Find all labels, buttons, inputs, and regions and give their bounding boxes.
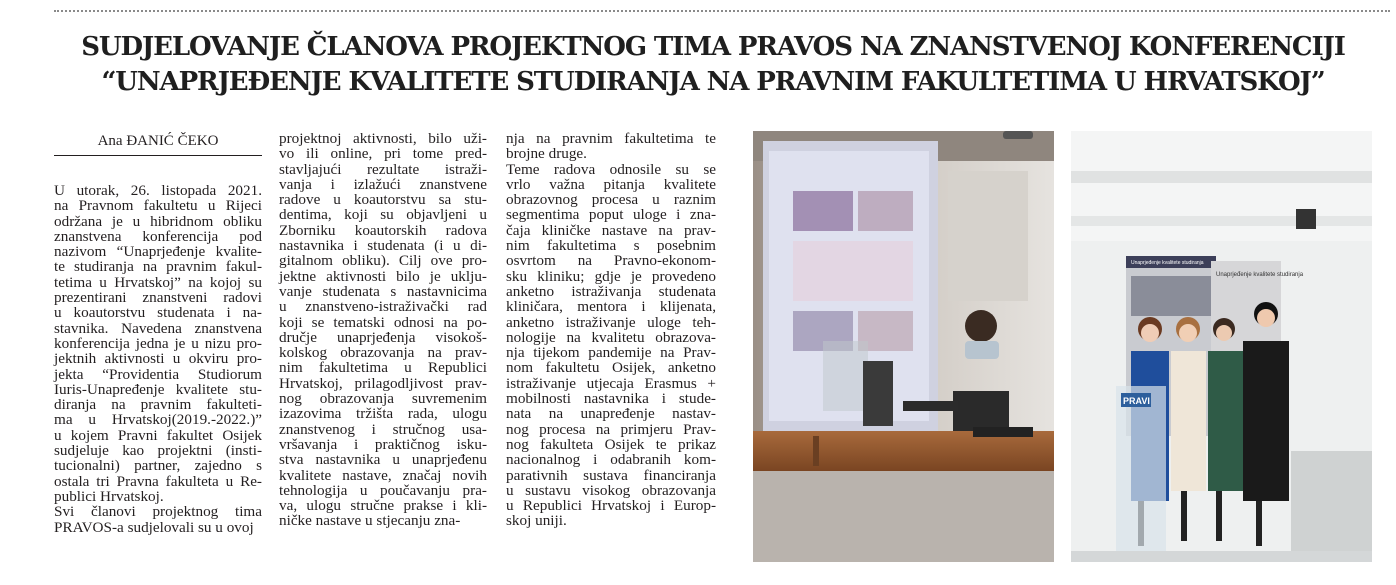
text-line: znanstvena konferencija pod xyxy=(54,227,262,245)
text-line: gitalnom obliku). Cilj ove pro- xyxy=(279,252,487,270)
text-column-2 xyxy=(279,131,487,529)
text-line: ničke nastave u stjecanju zna- xyxy=(279,512,461,530)
text-line: nastavnika i studenata (i u di- xyxy=(279,237,487,255)
text-line: Hrvatskoj, prilagodljivost prav- xyxy=(279,374,487,392)
text-line: va, ulogu stručne prakse i kli- xyxy=(279,497,487,515)
text-line: na Pravnom fakultetu u Rijeci xyxy=(54,197,262,215)
left-banner-text: Unaprjeđenje kvalitete studiranja xyxy=(1131,260,1204,266)
text-column-1 xyxy=(54,183,262,535)
text-line: diranja na pravnim fakulteti- xyxy=(54,396,262,414)
article-headline xyxy=(30,30,1396,100)
text-line: parativnih sustava financiranja xyxy=(506,466,716,484)
text-line: sku kliniku; gdje je provedeno xyxy=(506,267,716,285)
text-line: vo ili online, pri tome pred- xyxy=(279,145,487,163)
text-column-3 xyxy=(506,131,716,529)
text-line: jekta “Providentia Studiorum xyxy=(54,365,262,383)
text-line: publici Hrvatskoj. xyxy=(54,487,164,505)
text-line: nog fakulteta Osijek te prikaz xyxy=(506,435,716,453)
text-line: nja na pravnim fakultetima te xyxy=(506,130,716,147)
text-line: anketno istraživanje uloge teh- xyxy=(506,313,716,331)
text-line: održana je u hibridnom obliku xyxy=(54,212,262,230)
text-line: stavnika. Navedena znanstvena xyxy=(54,319,262,337)
photo-group-at-podium-drawing xyxy=(1071,131,1372,562)
text-line: jektnih aktivnosti u okviru pro- xyxy=(54,350,262,368)
text-line: vanje studenata s nastavnicima xyxy=(279,282,487,300)
text-line: nom fakultetu Osijek, anketno xyxy=(506,359,716,377)
text-line: nim fakultetima s posebnim xyxy=(506,237,716,255)
text-line: istraživanje utjecaja Erasmus + xyxy=(506,374,716,392)
text-line: kliničara, mentora i klijenata, xyxy=(506,298,716,316)
text-line: znanstvenog i stručnog usa- xyxy=(279,420,487,438)
text-line: segmentima poput uloge i zna- xyxy=(506,206,716,224)
text-line: čaja kliničke nastave na prav- xyxy=(506,221,716,239)
text-line: nacionalnog i odabranih kom- xyxy=(506,451,716,469)
text-line: Teme radova odnosile su se xyxy=(506,160,716,178)
text-line: osvrtom na Pravno-ekonom- xyxy=(506,252,716,270)
text-line: nim fakultetima u Republici xyxy=(279,359,487,377)
text-line: tehnologija u poučavanju pra- xyxy=(279,481,487,499)
text-line: kvalitete nastave, značaj novih xyxy=(279,466,487,484)
text-line: nog procesa na primjeru Prav- xyxy=(506,420,716,438)
text-line: vanja i izlažući znanstvene xyxy=(279,175,487,193)
text-line: dručje unaprjeđenja visokoš- xyxy=(279,328,487,346)
text-line: jektne aktivnosti bilo je uklju- xyxy=(279,267,487,285)
headline-line-2: “UNAPRJEĐENJE KVALITETE STUDIRANJA NA PRAVNIM FAKULTETIMA U HRVATSKOJ” xyxy=(101,67,1325,97)
author-byline: Ana ĐANIĆ ČEKO xyxy=(97,133,219,149)
text-line: Svi članovi projektnog tima xyxy=(54,503,262,521)
text-line: Iuris-Unapređenje kvalitete stu- xyxy=(54,380,262,398)
text-line: ostala tri Pravna fakulteta u Re- xyxy=(54,472,262,490)
text-line: nazivom “Unaprjeđenje kvalite- xyxy=(54,243,262,261)
text-line: u kojem Pravni fakultet Osijek xyxy=(54,426,262,444)
photo-group-at-podium xyxy=(1071,131,1372,562)
right-banner-text: Unaprjeđenje kvalitete studiranja xyxy=(1216,272,1304,278)
top-dotted-rule xyxy=(54,10,1390,12)
text-line: ma u Hrvatskoj(2019.-2022.)” xyxy=(54,411,262,429)
text-line: U utorak, 26. listopada 2021. xyxy=(54,182,262,199)
text-line: Zborniku koautorskih radova xyxy=(279,221,487,239)
photo-conference-room xyxy=(753,131,1054,562)
text-line: konferencija jedna je u nizu pro- xyxy=(54,334,262,352)
text-line: skoj uniji. xyxy=(506,512,567,530)
text-line: nata na unapređenje nastav- xyxy=(506,405,716,423)
text-line: u Republici Hrvatskoj i Europ- xyxy=(506,497,716,515)
text-line: anketno istraživanja studenata xyxy=(506,282,716,300)
text-line: radove u koautorstvu sa stu- xyxy=(279,191,487,209)
photo-conference-room-drawing xyxy=(753,131,1054,562)
text-line: stavljajući rezultate istraži- xyxy=(279,160,487,178)
text-line: tetima u Hrvatskoj” na kojoj su xyxy=(54,273,262,291)
text-line: projektnoj aktivnosti, bilo uži- xyxy=(279,130,487,147)
text-line: u znanstveno-istraživački rad xyxy=(279,298,487,316)
text-line: u sustavu visokog obrazovanja xyxy=(506,481,716,499)
podium-logo-text: PRAVI xyxy=(1123,396,1150,406)
text-line: stva nastavnika u unaprjeđenu xyxy=(279,451,487,469)
text-line: vrlo važna pitanja kvalitete xyxy=(506,175,716,193)
text-line: prezentirani znanstveni radovi xyxy=(54,289,262,307)
text-line: izazovima tržišta rada, ulogu xyxy=(279,405,487,423)
text-line: nja tijekom pandemije na Prav- xyxy=(506,344,716,362)
text-line: nologije na kvalitetu obrazova- xyxy=(506,328,716,346)
text-line: vršavanja i praktičnog isku- xyxy=(279,435,487,453)
text-line: mobilnosti nastavnika i stude- xyxy=(506,390,716,408)
text-line: nog obrazovanja suvremenim xyxy=(279,390,487,408)
text-line: PRAVOS-a sudjelovali su u ovoj xyxy=(54,518,254,536)
text-line: tucionalni) partner, zajedno s xyxy=(54,457,262,475)
text-line: u koautorstvu studenata i na- xyxy=(54,304,262,322)
text-line: koji se tematski odnosi na po- xyxy=(279,313,487,331)
text-line: sudjeluje kao projektni (insti- xyxy=(54,442,262,460)
text-line: obrazovnog procesa u raznim xyxy=(506,191,716,209)
text-line: te studiranja na pravnim fakul- xyxy=(54,258,262,276)
text-line: dentima, koji su objavljeni u xyxy=(279,206,487,224)
text-line: kolskog obrazovanja na prav- xyxy=(279,344,487,362)
author-underline xyxy=(54,155,262,156)
headline-line-1: SUDJELOVANJE ČLANOVA PROJEKTNOG TIMA PRAVOS NA ZNANSTVENOJ KONFERENCIJI xyxy=(81,32,1345,62)
text-line: brojne druge. xyxy=(506,145,587,163)
